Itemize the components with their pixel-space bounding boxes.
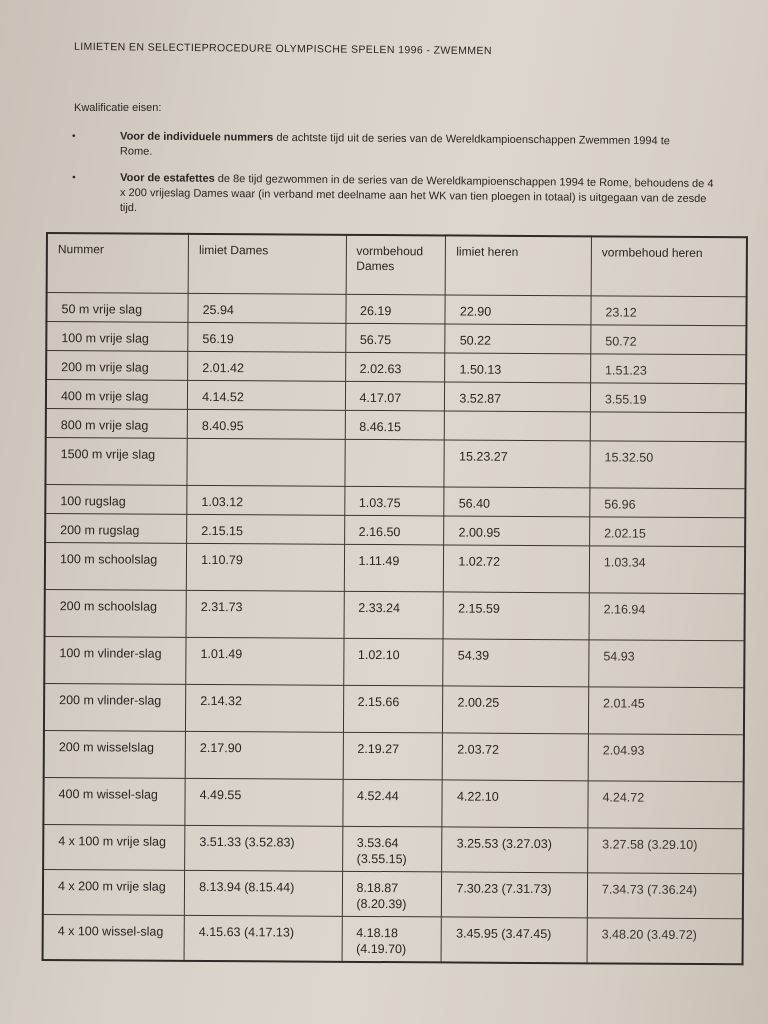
time-cell: 2.00.95 bbox=[444, 516, 590, 546]
time-cell: 8.18.87 (8.20.39) bbox=[342, 871, 442, 917]
event-cell: 4 x 100 m vrije slag bbox=[43, 824, 185, 870]
event-cell: 100 m vrije slag bbox=[46, 322, 188, 352]
header-nummer: Nummer bbox=[47, 233, 189, 293]
table-row bbox=[46, 322, 746, 355]
header-vormbehoud-heren: vormbehoud heren bbox=[591, 236, 747, 296]
time-cell: 1.02.72 bbox=[444, 545, 590, 593]
time-cell: 8.46.15 bbox=[345, 410, 445, 440]
time-cell: 2.15.59 bbox=[443, 592, 589, 640]
time-cell: 2.17.90 bbox=[185, 731, 343, 779]
bullet-marker: • bbox=[72, 131, 76, 143]
time-cell: 1.11.49 bbox=[344, 544, 444, 592]
table-row bbox=[44, 730, 744, 781]
time-cell: 4.18.18 (4.19.70) bbox=[342, 916, 442, 962]
event-cell: 4 x 100 wissel-slag bbox=[43, 914, 185, 960]
table-row bbox=[45, 514, 745, 547]
time-cell: 4.49.55 bbox=[185, 778, 343, 826]
table-row bbox=[44, 683, 744, 734]
time-cell: 15.32.50 bbox=[590, 441, 746, 489]
time-cell: 4.15.63 (4.17.13) bbox=[184, 915, 342, 961]
time-cell: 56.19 bbox=[188, 322, 346, 352]
time-cell: 4.14.52 bbox=[188, 380, 346, 410]
time-cell: 1.50.13 bbox=[445, 353, 591, 383]
event-cell: 4 x 200 m vrije slag bbox=[43, 869, 185, 915]
time-cell: 4.52.44 bbox=[342, 779, 442, 827]
event-cell: 200 m vrije slag bbox=[46, 351, 188, 381]
event-cell: 50 m vrije slag bbox=[46, 293, 188, 323]
time-cell: 54.39 bbox=[443, 639, 589, 687]
bullet-marker: • bbox=[72, 172, 76, 184]
time-cell: 1.03.12 bbox=[187, 485, 345, 515]
time-cell: 2.01.42 bbox=[188, 351, 346, 381]
time-cell: 2.33.24 bbox=[344, 591, 444, 639]
limits-table bbox=[42, 232, 748, 965]
table-row bbox=[43, 869, 743, 918]
table-row bbox=[46, 409, 746, 442]
event-cell: 100 m schoolslag bbox=[45, 543, 187, 591]
time-cell: 4.22.10 bbox=[442, 780, 588, 828]
time-cell bbox=[590, 412, 746, 442]
time-cell: 54.93 bbox=[589, 640, 745, 688]
time-cell: 56.96 bbox=[590, 488, 746, 518]
time-cell: 7.30.23 (7.31.73) bbox=[442, 872, 588, 918]
table-row bbox=[45, 589, 745, 640]
time-cell: 2.00.25 bbox=[443, 686, 589, 734]
header-limiet-heren: limiet heren bbox=[446, 235, 592, 295]
table-header-row bbox=[47, 233, 747, 297]
time-cell bbox=[344, 439, 444, 487]
time-cell: 1.10.79 bbox=[186, 543, 344, 591]
table-row bbox=[45, 438, 745, 489]
time-cell: 8.40.95 bbox=[187, 409, 345, 439]
qualification-heading: Kwalificatie eisen: bbox=[74, 102, 162, 114]
event-cell: 400 m vrije slag bbox=[46, 380, 188, 410]
time-cell: 2.19.27 bbox=[343, 732, 443, 780]
bullet-bold-text: Voor de estafettes bbox=[120, 171, 215, 185]
table-row bbox=[46, 380, 746, 413]
table-row bbox=[43, 914, 743, 964]
event-cell: 800 m vrije slag bbox=[46, 409, 188, 439]
limits-table-wrapper bbox=[41, 232, 752, 1006]
header-limiet-dames: limiet Dames bbox=[188, 234, 346, 294]
bullet-text: de achtste tijd uit de series van de Wereldkampioenschappen Zwemmen 1994 te Rome. bbox=[119, 131, 670, 158]
time-cell: 2.14.32 bbox=[186, 684, 344, 732]
time-cell: 4.17.07 bbox=[345, 381, 445, 411]
time-cell: 56.40 bbox=[444, 487, 590, 517]
time-cell: 2.15.15 bbox=[187, 514, 345, 544]
time-cell: 3.27.58 (3.29.10) bbox=[588, 828, 744, 874]
time-cell: 2.03.72 bbox=[443, 733, 589, 781]
time-cell: 3.51.33 (3.52.83) bbox=[185, 825, 343, 871]
event-cell: 100 m vlinder-slag bbox=[44, 636, 186, 684]
time-cell: 1.51.23 bbox=[591, 354, 747, 384]
time-cell: 3.45.95 (3.47.45) bbox=[441, 917, 587, 963]
event-cell: 200 m wisselslag bbox=[44, 730, 186, 778]
time-cell bbox=[187, 438, 345, 486]
time-cell: 4.24.72 bbox=[588, 781, 744, 829]
time-cell: 3.25.53 (3.27.03) bbox=[442, 827, 588, 873]
time-cell: 25.94 bbox=[188, 293, 346, 323]
time-cell: 2.04.93 bbox=[588, 734, 744, 782]
time-cell: 2.15.66 bbox=[343, 685, 443, 733]
document-title: LIMIETEN EN SELECTIEPROCEDURE OLYMPISCHE SPELEN 1996 - ZWEMMEN bbox=[73, 40, 492, 58]
time-cell: 1.01.49 bbox=[186, 637, 344, 685]
event-cell: 200 m rugslag bbox=[45, 514, 187, 544]
time-cell: 3.55.19 bbox=[590, 383, 746, 413]
time-cell: 2.31.73 bbox=[186, 590, 344, 638]
event-cell: 400 m wissel-slag bbox=[43, 777, 185, 825]
table-row bbox=[45, 485, 745, 518]
table-body bbox=[43, 293, 747, 965]
time-cell: 22.90 bbox=[445, 295, 591, 325]
time-cell: 1.03.75 bbox=[344, 486, 444, 516]
time-cell: 50.22 bbox=[445, 324, 591, 354]
time-cell: 3.53.64 (3.55.15) bbox=[342, 826, 442, 872]
header-vormbehoud-dames: vormbehoud Dames bbox=[346, 235, 446, 295]
time-cell: 7.34.73 (7.36.24) bbox=[587, 873, 743, 919]
bullet-relay bbox=[72, 171, 715, 222]
time-cell: 26.19 bbox=[345, 294, 445, 324]
time-cell: 15.23.27 bbox=[444, 440, 590, 488]
time-cell: 8.13.94 (8.15.44) bbox=[184, 870, 342, 916]
time-cell: 3.52.87 bbox=[445, 382, 591, 412]
time-cell: 50.72 bbox=[591, 325, 747, 355]
table-row bbox=[43, 777, 743, 828]
time-cell: 2.02.15 bbox=[590, 517, 746, 547]
time-cell: 56.75 bbox=[345, 323, 445, 353]
time-cell: 2.16.94 bbox=[589, 593, 745, 641]
table-row bbox=[46, 293, 746, 326]
time-cell: 1.03.34 bbox=[589, 546, 745, 594]
event-cell: 200 m schoolslag bbox=[45, 589, 187, 637]
table-row bbox=[46, 351, 746, 384]
time-cell: 2.02.63 bbox=[345, 352, 445, 382]
event-cell: 100 rugslag bbox=[45, 485, 187, 515]
time-cell: 1.02.10 bbox=[343, 638, 443, 686]
time-cell: 3.48.20 (3.49.72) bbox=[587, 918, 743, 964]
bullet-bold-text: Voor de individuele nummers bbox=[120, 130, 274, 144]
bullet-individual bbox=[72, 129, 705, 164]
event-cell: 1500 m vrije slag bbox=[45, 438, 187, 486]
time-cell: 23.12 bbox=[591, 296, 747, 326]
table-row bbox=[45, 543, 745, 594]
event-cell: 200 m vlinder-slag bbox=[44, 683, 186, 731]
table-row bbox=[44, 636, 744, 687]
time-cell: 2.16.50 bbox=[344, 515, 444, 545]
time-cell bbox=[445, 411, 591, 441]
bullet-text: de 8e tijd gezwommen in de series van de Wereldkampioenschappen 1994 te Rome, behoudens de 4 x 200 vrijeslag Dames waar (in verband met deelname aan het WK van tien ploegen in totaal) is uitgegaan van de zesde tijd. bbox=[119, 172, 714, 215]
time-cell: 2.01.45 bbox=[588, 687, 744, 735]
table-row bbox=[43, 824, 743, 873]
